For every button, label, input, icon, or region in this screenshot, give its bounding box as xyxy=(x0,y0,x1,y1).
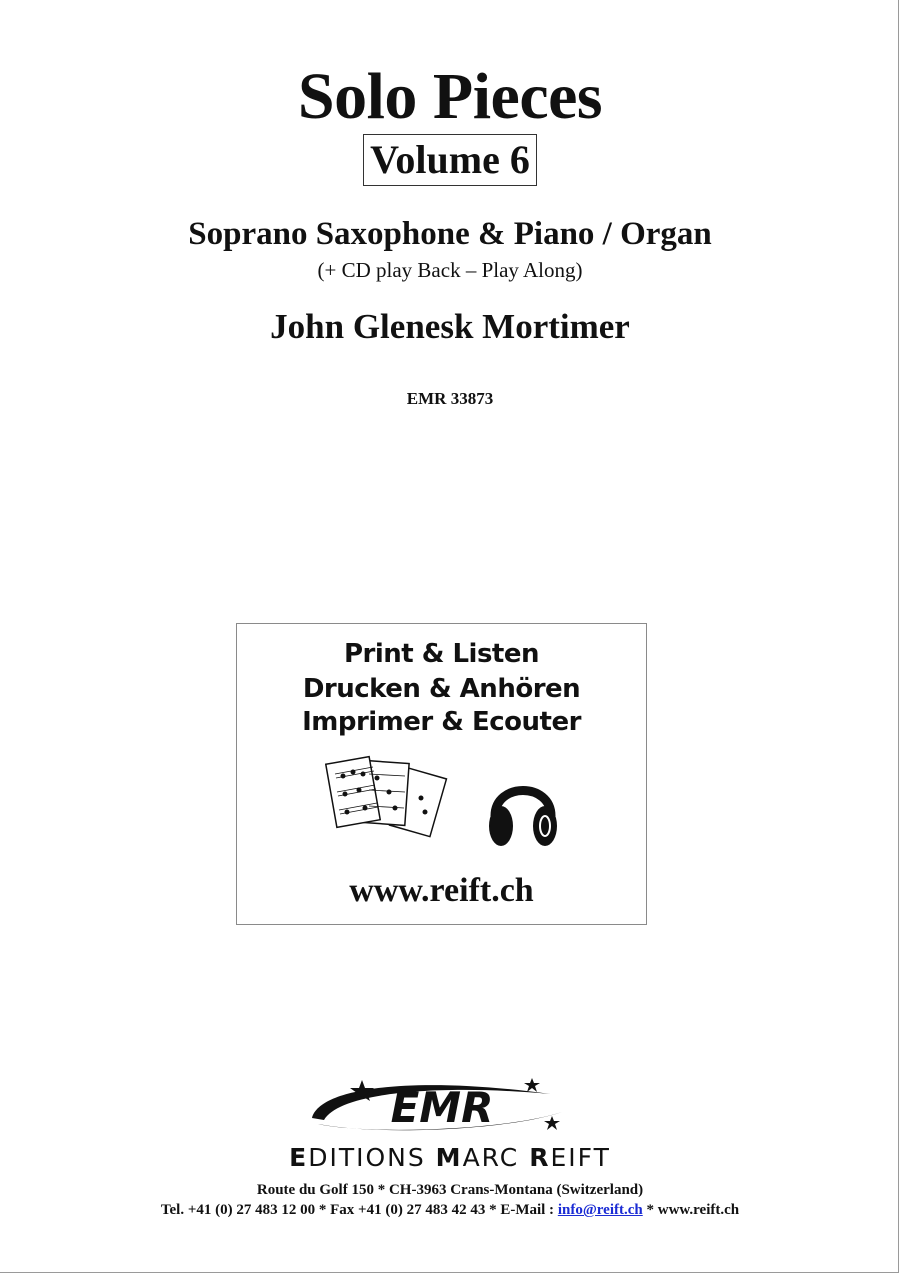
email-link[interactable]: info@reift.ch xyxy=(557,1202,643,1218)
emr-logo xyxy=(300,1072,580,1144)
volume-label: Volume 6 xyxy=(363,134,537,186)
headphones-icon xyxy=(485,764,561,854)
promo-line-en: Print & Listen xyxy=(343,639,540,669)
publisher-address: Route du Golf 150 * CH-3963 Crans-Montana (Switzerland) xyxy=(256,1182,644,1198)
promo-line-fr: Imprimer & Ecouter xyxy=(302,707,581,737)
composer-name: John Glenesk Mortimer xyxy=(270,307,630,346)
volume-box xyxy=(0,134,900,186)
catalog-number: EMR 33873 xyxy=(406,389,494,408)
publisher-contact: Tel. +41 (0) 27 483 12 00 * Fax +41 (0) 27 483 42 43 * E-Mail : info@reift.ch * www.reift.ch xyxy=(160,1202,740,1218)
instrumentation: Soprano Saxophone & Piano / Organ xyxy=(188,216,712,252)
print-listen-box xyxy=(236,623,647,925)
cd-note: (+ CD play Back – Play Along) xyxy=(317,258,583,282)
logo-text: EMR xyxy=(390,1083,494,1132)
promo-line-de: Drucken & Anhören xyxy=(302,674,581,704)
publisher-name: EDITIONS MARC REIFT xyxy=(289,1143,611,1172)
cover-title: Solo Pieces xyxy=(297,60,603,133)
sheet-music-icon xyxy=(325,754,455,854)
promo-url: www.reift.ch xyxy=(349,872,534,909)
